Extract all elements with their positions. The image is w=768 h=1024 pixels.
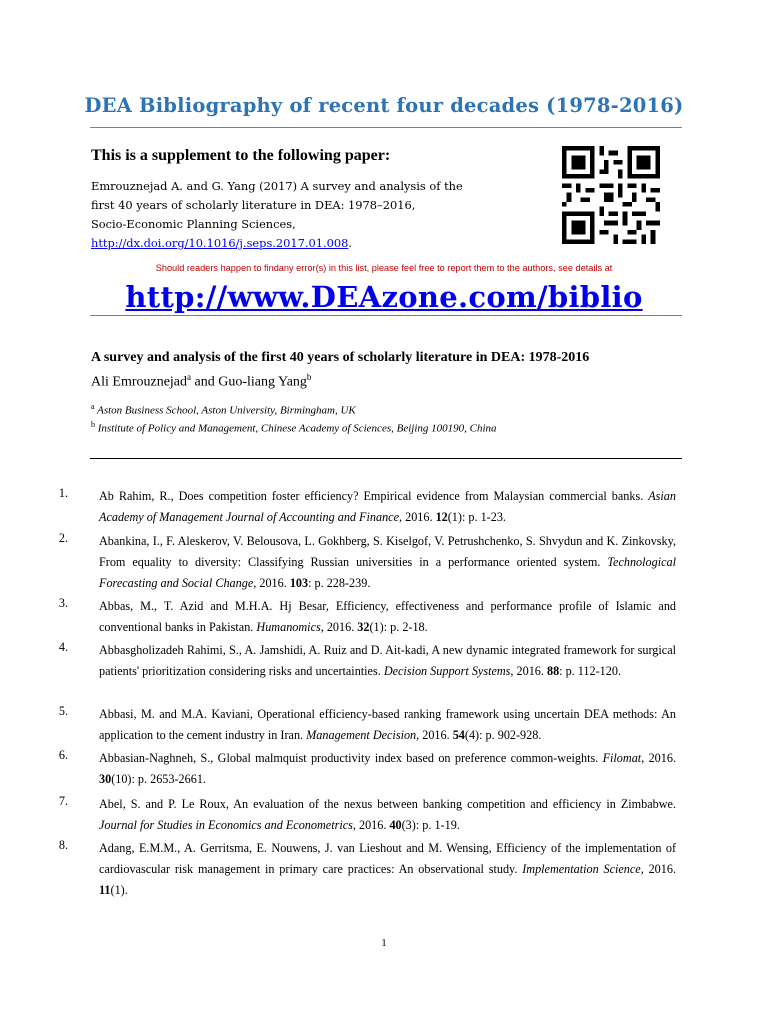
reference-text: Abbasian-Naghneh, S., Global malmquist productivity index based on preference common-weights. Filomat, 2016. 30(10): p. 2653-2661. bbox=[99, 751, 676, 786]
references-divider bbox=[90, 458, 682, 459]
journal-name: Technological Forecasting and Social Change bbox=[99, 554, 676, 590]
reference-number: 6. bbox=[58, 748, 68, 762]
reference-text: Abbasgholizadeh Rahimi, S., A. Jamshidi, A. Ruiz and D. Ait-kadi, A new dynamic integrated framework for surgical patients' prioritization considering risks and uncertainties. Decision Support Systems, 2016. 88: p. 112-120. bbox=[99, 643, 676, 678]
author-affiliation-mark: b bbox=[306, 372, 312, 382]
affiliation-a bbox=[91, 402, 356, 417]
journal-volume: 32 bbox=[357, 619, 370, 634]
journal-volume: 30 bbox=[99, 771, 112, 786]
affiliation-text: Institute of Policy and Management, Chinese Academy of Sciences, Beijing 100190, China bbox=[97, 422, 497, 435]
author-name: Ali Emrouznejad bbox=[91, 374, 188, 390]
document-title: DEA Bibliography of recent four decades (1978-2016) bbox=[84, 94, 684, 117]
affiliation-mark: b bbox=[91, 420, 95, 429]
paper-title: A survey and analysis of the first 40 years of scholarly literature in DEA: 1978-2016 bbox=[91, 350, 590, 365]
journal-volume: 54 bbox=[452, 727, 465, 742]
journal-volume: 11 bbox=[99, 882, 111, 897]
reference-number: 5. bbox=[58, 704, 68, 718]
paper-authors bbox=[91, 372, 311, 391]
journal-volume: 103 bbox=[289, 575, 309, 590]
error-report-notice: Should readers happen to findany error(s) in this list, please feel free to report them to the authors, see details at bbox=[155, 263, 613, 273]
reference-text: Ab Rahim, R., Does competition foster efficiency? Empirical evidence from Malaysian commercial banks. Asian Academy of Management Journal of Accounting and Finance, 2016. 12(1): p. 1-23. bbox=[99, 489, 676, 524]
reference-text: Abel, S. and P. Le Roux, An evaluation of the nexus between banking competition and efficiency in Zimbabwe. Journal for Studies in Economics and Econometrics, 2016. 40(3): p. 1-19. bbox=[99, 797, 676, 832]
citation-line: Socio-Economic Planning Sciences, bbox=[91, 217, 296, 231]
reference-text: Abankina, I., F. Aleskerov, V. Belousova, L. Gokhberg, S. Kiselgof, V. Petrushchenko, S. Shvydun and K. Zinkovsky, From equality to diversity: Classifying Russian universities in a performance oriented system. Technological Forecasting and Social Change, 2016. 103: p. 228-239. bbox=[99, 534, 676, 590]
journal-name: Humanomics bbox=[256, 619, 321, 634]
journal-name: Asian Academy of Management Journal of Accounting and Finance bbox=[99, 489, 676, 524]
reference-number: 3. bbox=[58, 596, 68, 610]
reference-number: 1. bbox=[58, 486, 68, 500]
citation-line: Emrouznejad A. and G. Yang (2017) A survey and analysis of the bbox=[91, 179, 463, 193]
doi-suffix: . bbox=[348, 236, 353, 250]
reference-number: 7. bbox=[58, 794, 68, 808]
doi-link[interactable]: http://dx.doi.org/10.1016/j.seps.2017.01.008 bbox=[91, 236, 349, 250]
title-divider bbox=[90, 127, 682, 128]
citation-line: first 40 years of scholarly literature in DEA: 1978–2016, bbox=[91, 198, 416, 212]
affiliation-mark: a bbox=[91, 402, 95, 411]
affiliation-b bbox=[91, 420, 497, 435]
reference-number: 4. bbox=[58, 640, 68, 654]
journal-name: Decision Support Systems bbox=[383, 663, 511, 678]
journal-name: Management Decision bbox=[306, 727, 417, 742]
deazone-biblio-link[interactable]: http://www.DEAzone.com/biblio bbox=[125, 280, 643, 314]
page-number: 1 bbox=[381, 937, 387, 949]
supplement-heading: This is a supplement to the following paper: bbox=[91, 147, 391, 164]
journal-name: Journal for Studies in Economics and Econometrics bbox=[99, 817, 353, 832]
affiliation-text: Aston Business School, Aston University, Birmingham, UK bbox=[97, 404, 356, 417]
reference-text: Abbas, M., T. Azid and M.H.A. Hj Besar, Efficiency, effectiveness and performance profile of Islamic and conventional banks in Pakistan. Humanomics, 2016. 32(1): p. 2-18. bbox=[99, 599, 676, 634]
citation-doi-line bbox=[91, 234, 531, 253]
reference-text: Adang, E.M.M., A. Gerritsma, E. Nouwens, J. van Lieshout and M. Wensing, Efficiency of the implementation of cardiovascular risk management in primary care practices: An observational study. Implementation Science, 2016. 11(1). bbox=[99, 841, 676, 897]
journal-volume: 88 bbox=[546, 663, 560, 678]
journal-name: Implementation Science bbox=[522, 861, 641, 876]
header-divider bbox=[90, 315, 682, 316]
reference-number: 2. bbox=[58, 531, 68, 545]
author-affiliation-mark: a bbox=[187, 372, 192, 382]
reference-text: Abbasi, M. and M.A. Kaviani, Operational efficiency-based ranking framework using uncertain DEA methods: An application to the cement industry in Iran. Management Decision, 2016. 54(4): p. 902-928. bbox=[99, 707, 676, 742]
journal-volume: 40 bbox=[389, 817, 402, 832]
reference-number: 8. bbox=[58, 838, 68, 852]
journal-name: Filomat bbox=[602, 751, 642, 765]
author-name: and Guo-liang Yang bbox=[191, 374, 307, 390]
journal-volume: 12 bbox=[435, 509, 448, 524]
paper-citation bbox=[91, 177, 531, 253]
qr-code-icon bbox=[562, 146, 660, 244]
